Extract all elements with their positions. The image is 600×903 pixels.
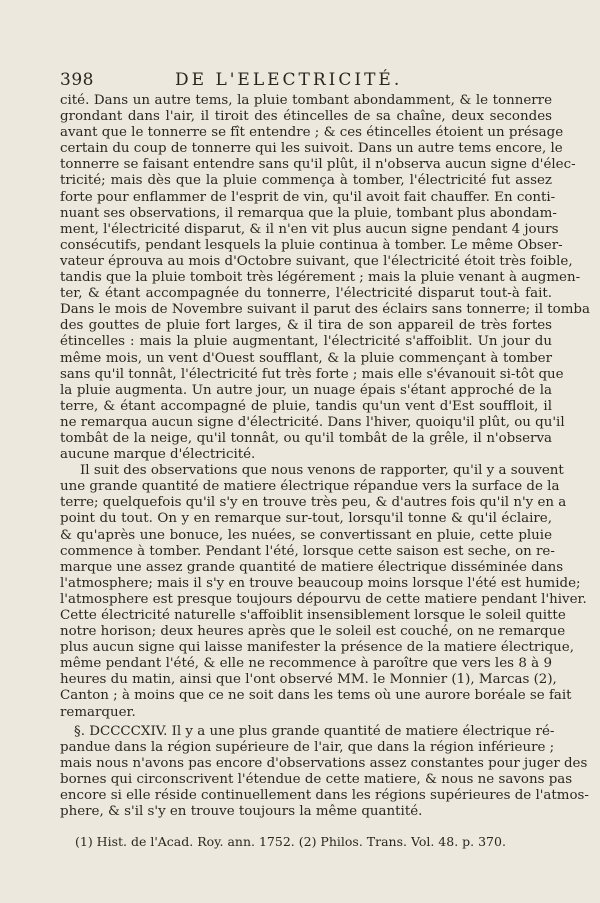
page-header [60,70,552,94]
text-line: pandue dans la région supérieure de l'air, que dans la région inférieure ; [60,739,555,755]
text-line: tricité; mais dès que la pluie commença à tomber, l'électricité fut assez [60,173,552,189]
text-line: commence à tomber. Pendant l'été, lorsque cette saison est seche, on re- [60,543,555,559]
text-line: vateur éprouva au mois d'Octobre suivant, que l'électricité étoit très foible, [60,253,573,269]
footnote: (1) Hist. de l'Acad. Roy. ann. 1752. (2) Philos. Trans. Vol. 48. p. 370. [75,834,506,849]
text-line: consécutifs, pendant lesquels la pluie continua à tomber. Le même Obser- [60,237,563,253]
text-line: tombât de la neige, qu'il tonnât, ou qu'il tombât de la grêle, il n'observa [60,430,552,446]
text-line: bornes qui circonscrivent l'étendue de cette matiere, & nous ne savons pas [60,771,573,787]
text-line: §. DCCCCXIV. Il y a une plus grande quantité de matiere électrique ré- [74,723,555,739]
text-line: même pendant l'été, & elle ne recommence à paroître que vers les 8 à 9 [60,656,552,672]
text-line: encore si elle réside continuellement dans les régions supérieures de l'atmos- [60,788,589,804]
text-line: même mois, un vent d'Ouest soufflant, & la pluie commençant à tomber [60,350,552,366]
text-line: ter, & étant accompagnée du tonnerre, l'électricité disparut tout-à fait. [60,286,552,302]
text-line: tandis que la pluie tomboit très légérement ; mais la pluie venant à augmen- [60,270,581,286]
text-line: Canton ; à moins que ce ne soit dans les tems où une aurore boréale se fait [60,688,572,704]
text-line: ne remarqua aucun signe d'électricité. Dans l'hiver, quoiqu'il plût, ou qu'il [60,414,565,430]
text-line: tonnerre se faisant entendre sans qu'il plût, il n'observa aucun signe d'élec- [60,157,576,173]
text-line: des gouttes de pluie fort larges, & il tira de son appareil de très fortes [60,318,552,334]
text-line: heures du matin, ainsi que l'ont observé MM. le Monnier (1), Marcas (2), [60,672,557,688]
text-line: l'atmosphere est presque toujours dépourvu de cette matiere pendant l'hiver. [60,591,587,607]
text-line: sans qu'il tonnât, l'électricité fut très forte ; mais elle s'évanouit si-tôt que [60,366,564,382]
text-line: marque une assez grande quantité de matiere électrique disséminée dans [60,559,564,575]
text-line: grondant dans l'air, il tiroit des étincelles de sa chaîne, deux secondes [60,109,552,125]
text-line: la pluie augmenta. Un autre jour, un nuage épais s'étant approché de la [60,382,552,398]
text-line: Il suit des observations que nous venons de rapporter, qu'il y a souvent [80,463,564,479]
text-line: une grande quantité de matiere électrique répandue vers la surface de la [60,479,560,495]
text-line: point du tout. On y en remarque sur-tout, lorsqu'il tonne & qu'il éclaire, [60,511,552,527]
text-line: forte pour enflammer de l'esprit de vin, qu'il avoit fait chauffer. En conti- [60,189,556,205]
text-line: terre; quelquefois qu'il s'y en trouve très peu, & d'autres fois qu'il n'y en a [60,495,567,511]
text-line: ment, l'électricité disparut, & il n'en vit plus aucun signe pendant 4 jours [60,221,559,237]
text-line: certain du coup de tonnerre qui les suivoit. Dans un autre tems encore, le [60,141,563,157]
text-line: Dans le mois de Novembre suivant il parut des éclairs sans tonnerre; il tomba [60,302,590,318]
text-line: avant que le tonnerre se fît entendre ; & ces étincelles étoient un présage [60,125,564,141]
page-number: 398 [60,70,94,90]
body-text [60,93,590,820]
text-line: terre, & étant accompagné de pluie, tandis qu'un vent d'Est souffloit, il [60,398,552,414]
text-line: étincelles : mais la pluie augmentant, l'électricité s'affoiblit. Un jour du [60,334,552,350]
text-line: l'atmosphere; mais il s'y en trouve beaucoup moins lorsque l'été est humide; [60,575,581,591]
text-line: mais nous n'avons pas encore d'observations assez constantes pour juger des [60,755,588,771]
text-line: remarquer. [60,704,136,720]
text-line: Cette électricité naturelle s'affoiblit insensiblement lorsque le soleil quitte [60,608,566,623]
text-line: notre horison; deux heures après que le soleil est couché, on ne remarque [60,624,566,640]
text-line: phere, & s'il s'y en trouve toujours la même quantité. [60,804,423,820]
running-head: DE L'ELECTRICITÉ. [175,70,403,90]
text-line: plus aucun signe qui laisse manifester la présence de la matiere électrique, [60,640,574,656]
text-line: & qu'après une bonuce, les nuées, se convertissant en pluie, cette pluie [60,527,552,543]
text-line: cité. Dans un autre tems, la pluie tombant abondamment, & le tonnerre [60,93,552,108]
text-line: aucune marque d'électricité. [60,447,256,463]
text-line: nuant ses observations, il remarqua que la pluie, tombant plus abondam- [60,205,557,221]
